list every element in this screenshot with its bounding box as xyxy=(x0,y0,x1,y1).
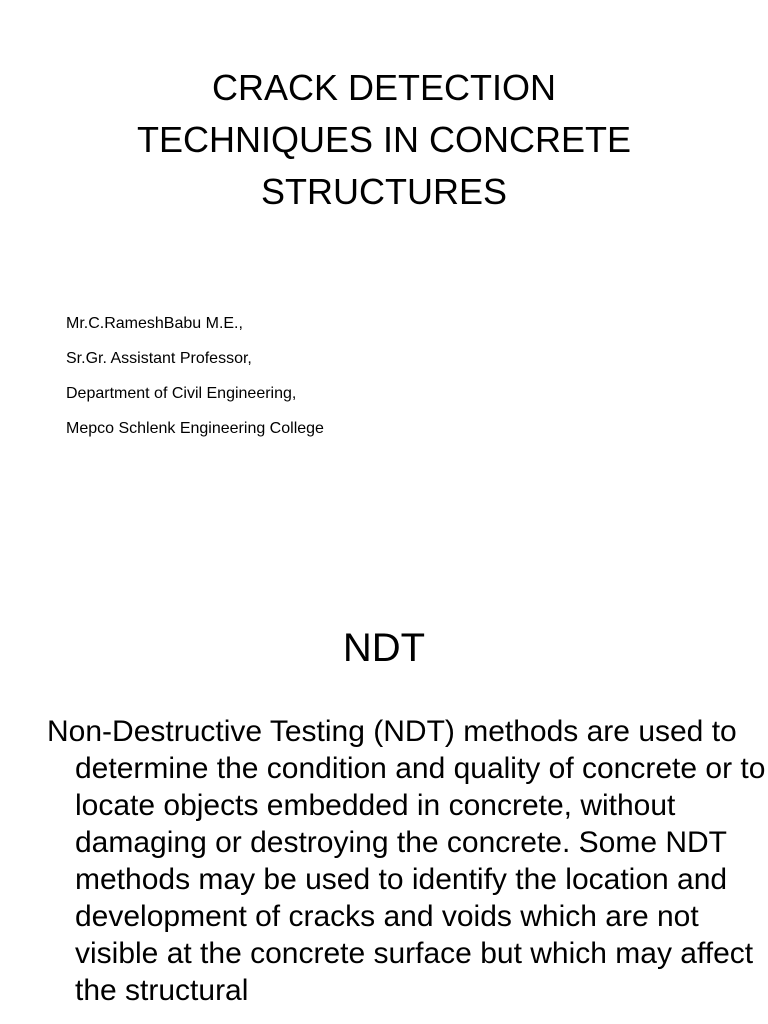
author-designation: Sr.Gr. Assistant Professor, xyxy=(66,350,252,367)
body-paragraph: Non-Destructive Testing (NDT) methods are used to determine the condition and quality of concrete or to locate objects embedded in concrete, without damaging or destroying the concrete. Some NDT methods may be used to identify the location and development of cracks and voids which are not visible at the concrete surface but which may affect the structural xyxy=(47,715,766,1007)
ndt-slide xyxy=(0,512,768,1024)
author-info xyxy=(66,306,324,446)
title-line: CRACK DETECTION xyxy=(211,67,557,108)
author-name: Mr.C.RameshBabu M.E., xyxy=(66,315,243,332)
slide-title: NDT xyxy=(342,626,426,670)
title-line: TECHNIQUES IN CONCRETE xyxy=(136,119,632,160)
author-college: Mepco Schlenk Engineering College xyxy=(66,420,324,437)
presentation-title xyxy=(0,62,768,218)
author-department: Department of Civil Engineering, xyxy=(66,385,297,402)
title-line: STRUCTURES xyxy=(260,171,507,212)
